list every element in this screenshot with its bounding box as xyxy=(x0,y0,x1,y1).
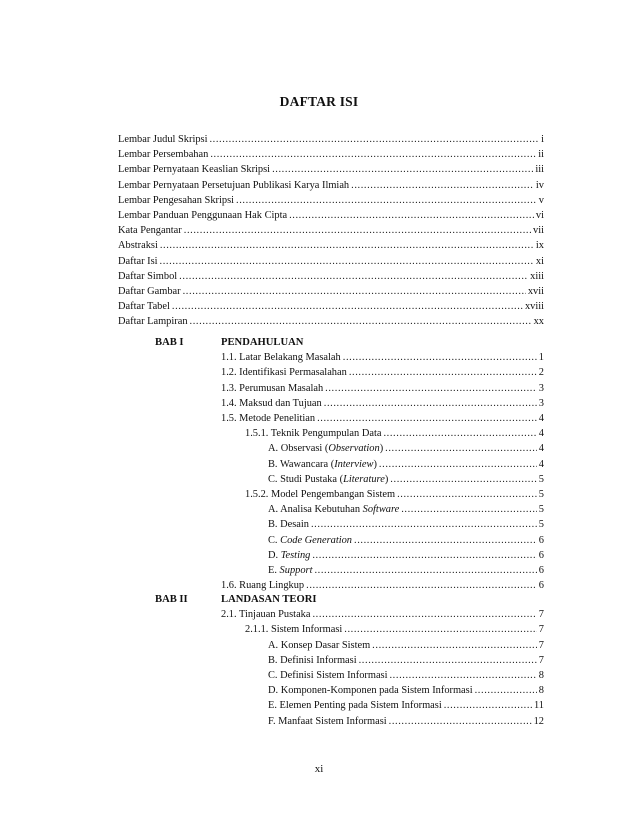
toc-entry-page: 6 xyxy=(538,580,544,592)
toc-entry-page: 8 xyxy=(538,685,544,697)
dot-leader xyxy=(385,442,537,456)
toc-entry-label xyxy=(221,579,304,593)
dot-leader xyxy=(379,458,537,472)
dot-leader xyxy=(401,503,537,517)
toc-entry xyxy=(245,427,544,441)
dot-leader xyxy=(389,669,536,683)
toc-entry-page: iv xyxy=(535,179,544,191)
toc-entry-label-text: 2.1.1. Sistem Informasi xyxy=(245,624,343,636)
chapter-heading: LANDASAN TEORI xyxy=(221,594,317,605)
toc-entry xyxy=(268,534,544,548)
chapter-number: BAB I xyxy=(155,337,184,348)
toc-entry xyxy=(268,503,544,517)
toc-entry xyxy=(118,285,544,299)
toc-entry xyxy=(245,623,544,637)
dot-leader xyxy=(343,351,537,365)
toc-entry-label xyxy=(268,458,377,472)
dot-leader xyxy=(397,488,537,502)
toc-entry xyxy=(268,669,544,683)
dot-leader xyxy=(272,163,533,177)
toc-entry-label-text: 1.2. Identifikasi Permasalahan xyxy=(221,367,347,379)
toc-entry-label-italic: Code Generation xyxy=(280,534,352,546)
toc-entry-page: ix xyxy=(535,240,544,252)
toc-entry-label-text: C. xyxy=(268,534,281,546)
toc-entry-page: xiii xyxy=(530,270,544,282)
dot-leader xyxy=(306,579,537,593)
toc-entry-label: Daftar Simbol xyxy=(118,270,178,282)
toc-entry-label: Lembar Persembahan xyxy=(118,149,209,161)
toc-entry-label: Daftar Lampiran xyxy=(118,316,188,328)
toc-entry-label: Lembar Panduan Penggunaan Hak Cipta xyxy=(118,210,288,221)
toc-entry-page: 7 xyxy=(538,654,544,666)
toc-entry-label-text: 1.5.2. Model Pengembangan Sistem xyxy=(245,489,396,500)
dot-leader xyxy=(317,412,537,426)
toc-entry xyxy=(268,564,544,578)
toc-entry-label: Daftar Isi xyxy=(118,255,158,267)
toc-entry-label: Daftar Gambar xyxy=(118,286,181,297)
toc-entry xyxy=(221,412,544,426)
toc-entry xyxy=(221,608,544,622)
toc-entry-label-text: 1.5.1. Teknik Pengumpulan Data xyxy=(245,428,382,440)
toc-entry-label xyxy=(268,549,310,563)
toc-entry-page: xviii xyxy=(524,301,544,313)
toc-entry-label: Daftar Tabel xyxy=(118,301,170,313)
toc-entry-label-text: 1.3. Perumusan Masalah xyxy=(221,382,324,394)
toc-entry-page: xx xyxy=(533,316,544,328)
toc-entry-page: 6 xyxy=(538,534,544,546)
toc-entry-label-text: A. Konsep Dasar Sistem xyxy=(268,639,371,651)
toc-entry xyxy=(118,194,544,208)
toc-entry-page: 8 xyxy=(538,670,544,681)
dot-leader xyxy=(351,179,534,193)
toc-entry xyxy=(118,148,544,162)
dot-leader xyxy=(344,623,537,637)
toc-entry xyxy=(118,163,544,177)
toc-entry-label: Lembar Pengesahan Skripsi xyxy=(118,194,235,206)
toc-entry-label-text: 2.1. Tinjauan Pustaka xyxy=(221,609,311,621)
toc-entry-label-text: B. Definisi Informasi xyxy=(268,654,357,666)
toc-entry-label xyxy=(221,608,310,622)
toc-entry xyxy=(245,488,544,502)
toc-entry-page: 6 xyxy=(538,565,544,576)
dot-leader xyxy=(172,300,523,314)
toc-entry-label-italic: Support xyxy=(279,565,313,576)
toc-entry xyxy=(118,300,544,314)
toc-entry-page: xvii xyxy=(527,286,544,297)
toc-entry-page: 4 xyxy=(538,428,544,440)
toc-entry xyxy=(221,351,544,365)
toc-entry xyxy=(118,315,544,329)
toc-entry-label-text: B. Desain xyxy=(268,519,309,531)
toc-entry xyxy=(118,255,544,269)
toc-entry-page: vi xyxy=(535,210,544,221)
toc-entry-page: 3 xyxy=(538,397,544,409)
toc-entry xyxy=(221,382,544,396)
toc-entry-label-text: E. Elemen Penting pada Sistem Informasi xyxy=(268,700,442,712)
toc-entry-label xyxy=(245,488,395,502)
toc-entry xyxy=(118,239,544,253)
toc-entry-label: Lembar Judul Skripsi xyxy=(118,134,208,145)
dot-leader xyxy=(160,255,534,269)
dot-leader xyxy=(311,518,537,532)
dot-leader xyxy=(289,209,534,223)
toc-entry-label-text: A. Observasi ( xyxy=(268,443,329,455)
chapter-heading: PENDAHULUAN xyxy=(221,337,304,348)
dot-leader xyxy=(312,549,536,563)
toc-entry xyxy=(268,442,544,456)
toc-entry-label-text: B. Wawancara ( xyxy=(268,458,335,470)
toc-entry-label-italic: Software xyxy=(362,504,400,516)
toc-entry xyxy=(118,224,544,238)
toc-entry-page: 3 xyxy=(538,382,544,394)
toc-entry-label-italic: Observation xyxy=(328,443,380,455)
toc-entry-page: 7 xyxy=(538,624,544,636)
dot-leader xyxy=(389,715,532,729)
dot-leader xyxy=(184,224,531,238)
toc-entry-label xyxy=(221,397,322,411)
dot-leader xyxy=(383,427,536,441)
toc-entry-label-text: 1.5. Metode Penelitian xyxy=(221,413,316,424)
dot-leader xyxy=(179,270,528,284)
page-title: DAFTAR ISI xyxy=(279,94,359,109)
dot-leader xyxy=(349,366,537,380)
toc-entry-label-text: 1.1. Latar Belakang Masalah xyxy=(221,352,341,364)
toc-entry-label-text: D. xyxy=(268,549,281,561)
toc-entry-label xyxy=(268,684,473,698)
toc-entry-page: 11 xyxy=(533,700,544,712)
toc-entry-page: i xyxy=(541,134,544,145)
dot-leader xyxy=(236,194,537,208)
toc-entry-label xyxy=(245,427,381,441)
toc-entry-label-text: D. Komponen-Komponen pada Sistem Informasi xyxy=(268,685,473,697)
toc-entry-label xyxy=(268,715,387,729)
toc-entry-label xyxy=(268,564,312,578)
dot-leader xyxy=(324,397,537,411)
toc-entry-page: 5 xyxy=(538,504,544,516)
toc-entry-label-text: 1.4. Maksud dan Tujuan xyxy=(221,397,322,409)
toc-entry-page: 5 xyxy=(538,473,544,485)
toc-entry-page: 1 xyxy=(538,352,544,364)
toc-entry-label: Kata Pengantar xyxy=(118,225,182,237)
toc-entry-page: v xyxy=(538,194,544,206)
toc-entry-label xyxy=(268,503,399,517)
toc-entry xyxy=(118,179,544,193)
toc-entry-label xyxy=(268,669,387,683)
toc-entry-label-suffix: ) xyxy=(384,473,389,485)
dot-leader xyxy=(190,315,532,329)
toc-entry-page: 4 xyxy=(538,413,544,424)
toc-entry-page: 5 xyxy=(538,519,544,531)
toc-entry-page: 12 xyxy=(533,715,544,727)
toc-entry-label xyxy=(268,442,383,456)
dot-leader xyxy=(314,564,536,578)
toc-entry-label: Lembar Pernyataan Persetujuan Publikasi Karya Ilmiah xyxy=(118,179,350,191)
toc-entry-label-text: 1.6. Ruang Lingkup xyxy=(221,580,305,592)
toc-entry-label-text: A. Analisa Kebutuhan xyxy=(268,504,363,516)
toc-entry xyxy=(118,209,544,223)
page-number-footer: xi xyxy=(314,763,324,775)
toc-entry-page: 4 xyxy=(538,458,544,470)
toc-entry-label xyxy=(268,518,309,532)
toc-entry-label-suffix: ) xyxy=(379,443,384,455)
toc-entry xyxy=(268,549,544,563)
toc-entry xyxy=(268,639,544,653)
toc-entry xyxy=(268,458,544,472)
toc-entry xyxy=(221,397,544,411)
toc-entry-label-text: C. Studi Pustaka ( xyxy=(268,473,344,485)
dot-leader xyxy=(210,148,536,162)
dot-leader xyxy=(475,684,537,698)
toc-entry xyxy=(268,473,544,487)
toc-entry-label xyxy=(268,699,442,713)
toc-entry-label xyxy=(221,366,347,380)
toc-entry-label xyxy=(268,473,388,487)
toc-entry-label-suffix: ) xyxy=(373,458,377,470)
toc-entry-label xyxy=(221,382,323,396)
dot-leader xyxy=(183,285,526,299)
toc-entry-page: xi xyxy=(535,255,544,267)
dot-leader xyxy=(372,639,537,653)
dot-leader xyxy=(359,654,537,668)
toc-entry-page: 4 xyxy=(538,443,544,455)
toc-entry-page: 7 xyxy=(538,609,544,621)
toc-entry-label: Abstraksi xyxy=(118,240,158,252)
toc-entry xyxy=(268,684,544,698)
toc-entry-page: vii xyxy=(533,225,544,237)
toc-entry-page: ii xyxy=(538,149,544,161)
toc-entry-label xyxy=(221,412,315,426)
toc-entry xyxy=(268,715,544,729)
toc-entry-label-italic: Testing xyxy=(280,549,311,561)
dot-leader xyxy=(354,534,537,548)
dot-leader xyxy=(444,699,532,713)
toc-entry-label-text: E. xyxy=(268,565,280,576)
toc-entry-page: 6 xyxy=(538,549,544,561)
toc-entry-page: 5 xyxy=(538,489,544,500)
toc-entry xyxy=(268,518,544,532)
toc-entry xyxy=(268,654,544,668)
dot-leader xyxy=(160,239,534,253)
chapter-number: BAB II xyxy=(155,594,188,605)
dot-leader xyxy=(312,608,536,622)
toc-entry-label-text: F. Manfaat Sistem Informasi xyxy=(268,715,387,727)
dot-leader xyxy=(390,473,537,487)
toc-entry xyxy=(221,579,544,593)
dot-leader xyxy=(325,382,537,396)
toc-entry-label xyxy=(268,534,352,548)
toc-entry-label xyxy=(268,639,370,653)
toc-entry xyxy=(118,133,544,147)
toc-entry xyxy=(118,270,544,284)
toc-entry-page: 7 xyxy=(538,639,544,651)
toc-entry-label xyxy=(245,623,342,637)
toc-entry-page: 2 xyxy=(538,367,544,379)
toc-entry-label: Lembar Pernyataan Keaslian Skripsi xyxy=(118,164,271,176)
toc-entry xyxy=(268,699,544,713)
toc-entry-label-text: C. Definisi Sistem Informasi xyxy=(268,670,388,681)
toc-entry-label-italic: Interview xyxy=(334,458,374,470)
dot-leader xyxy=(209,133,539,147)
toc-entry-label xyxy=(268,654,357,668)
toc-entry xyxy=(221,366,544,380)
toc-entry-label-italic: Literature xyxy=(343,473,385,485)
toc-entry-label xyxy=(221,351,341,365)
toc-entry-page: iii xyxy=(535,164,544,176)
